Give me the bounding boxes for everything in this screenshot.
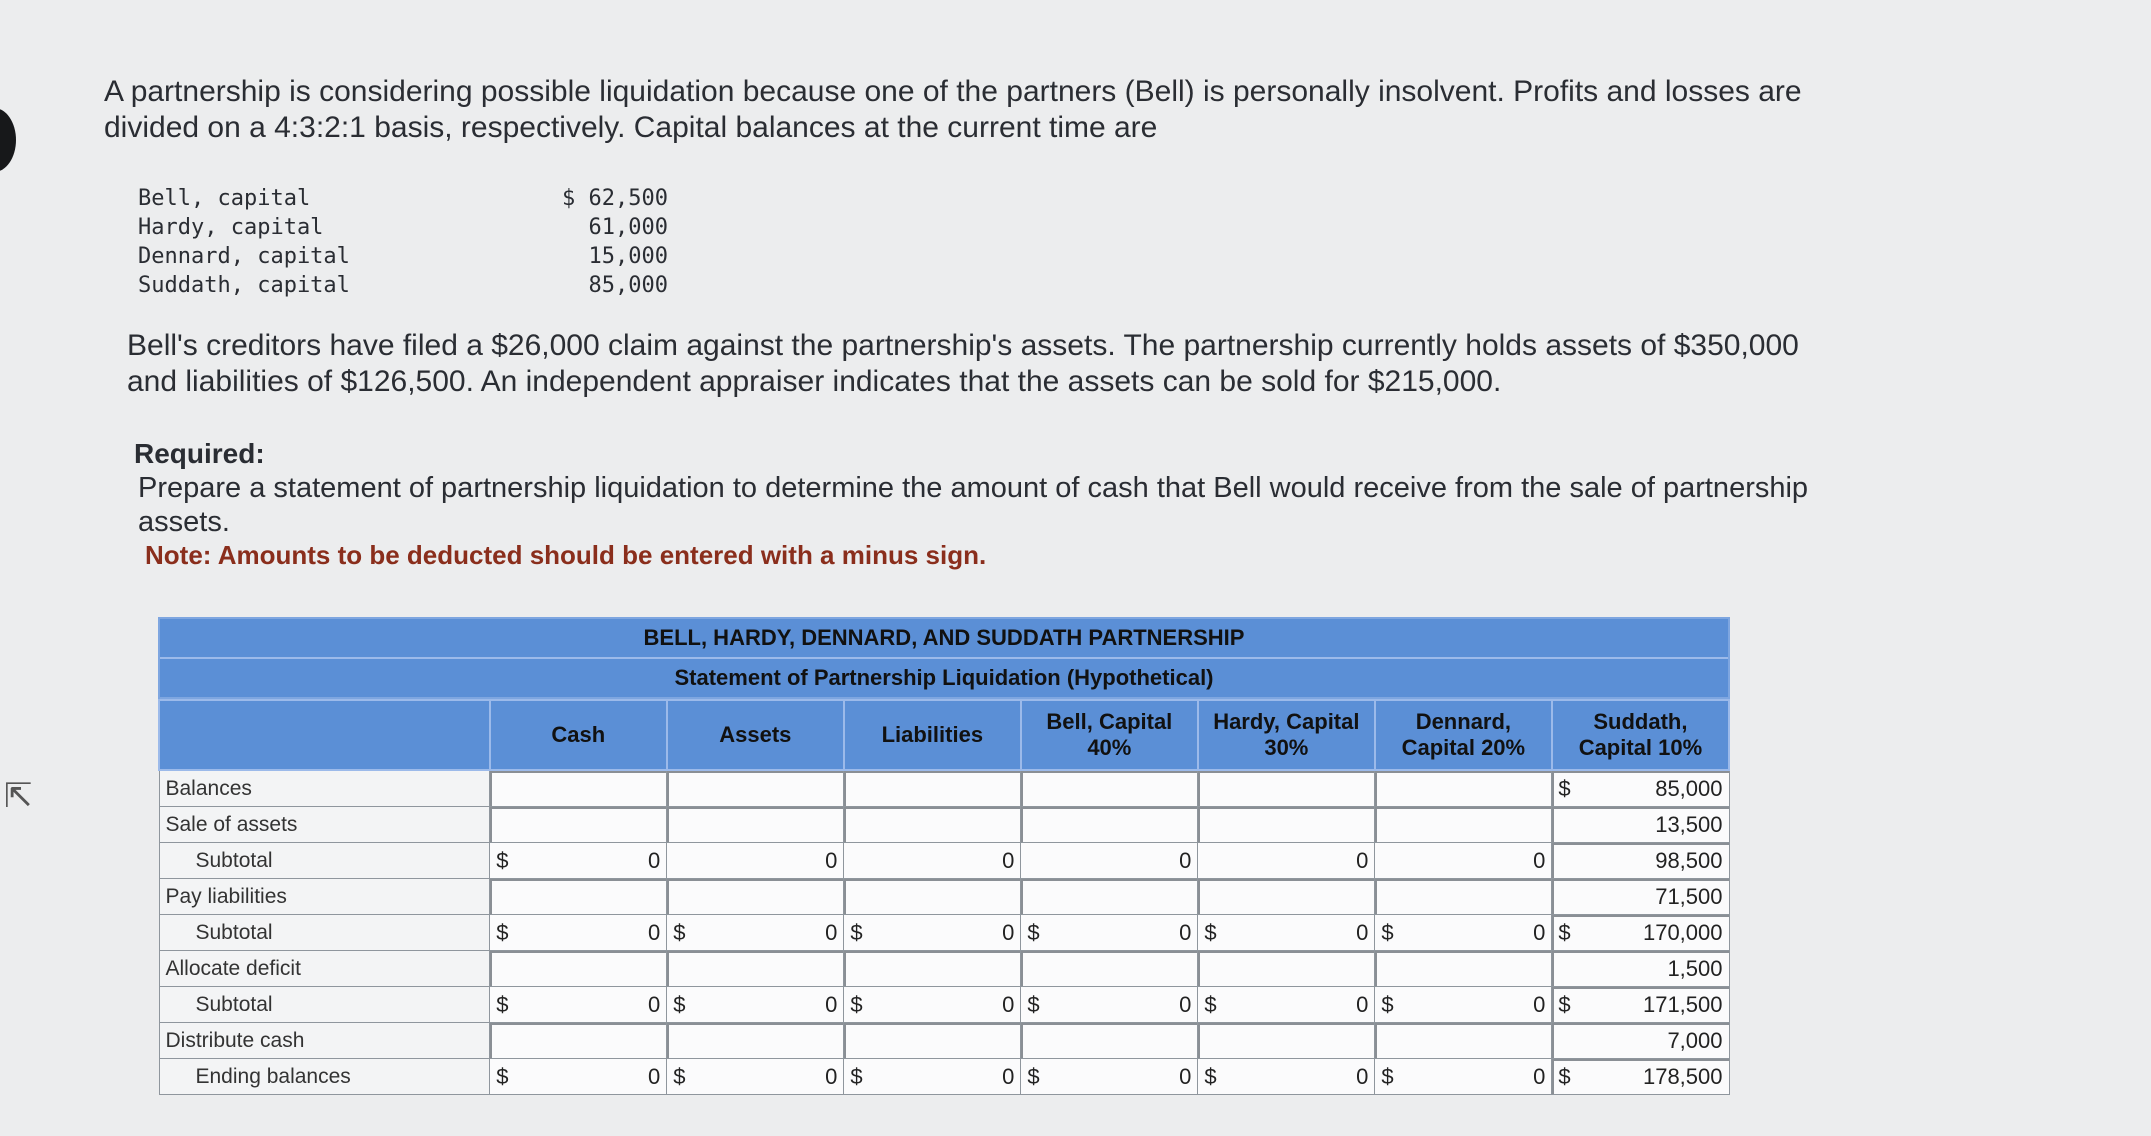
table-row <box>159 915 1729 951</box>
capital-name: Hardy, capital <box>138 215 324 240</box>
capital-amount: 61,000 <box>588 215 668 240</box>
amount-value: 0 <box>1533 919 1546 945</box>
currency-symbol: $ <box>850 1063 863 1089</box>
header-row <box>159 700 1729 770</box>
cell-content <box>1558 848 1722 874</box>
amount-cell[interactable] <box>667 770 844 807</box>
amount-cell[interactable] <box>490 915 667 951</box>
cell-content <box>1558 956 1722 982</box>
cell-content <box>496 1064 660 1090</box>
amount-cell[interactable] <box>490 807 667 843</box>
column-header: Liabilities <box>844 700 1021 770</box>
amount-value: 7,000 <box>1667 1027 1723 1053</box>
amount-value: 0 <box>825 919 838 945</box>
cell-content <box>1381 1064 1545 1090</box>
cell-content <box>673 992 837 1018</box>
amount-cell[interactable] <box>1375 1023 1552 1059</box>
amount-value: 0 <box>1179 919 1192 945</box>
amount-cell[interactable] <box>1552 843 1729 879</box>
cell-content <box>1027 1064 1191 1090</box>
cell-content <box>496 992 660 1018</box>
amount-cell[interactable] <box>1198 915 1375 951</box>
problem-claim: Bell's creditors have filed a $26,000 claim against the partnership's assets. The partnership currently holds assets of $350,000 and liabilities of $126,500. An independent appraiser indicates that the assets can be sold for $215,000. <box>127 329 1799 398</box>
amount-cell[interactable] <box>667 807 844 843</box>
row-label-header <box>159 700 490 770</box>
cell-content <box>1204 992 1368 1018</box>
required-text: Prepare a statement of partnership liquidation to determine the amount of cash that Bell would receive from the sale of partnership assets. <box>138 472 1809 538</box>
liquidation-worksheet <box>158 617 1730 1095</box>
amount-value: 178,500 <box>1642 1063 1723 1089</box>
amount-value: 0 <box>1356 991 1369 1017</box>
cell-content <box>1558 1028 1722 1054</box>
currency-symbol: $ <box>850 991 863 1017</box>
column-header: Cash <box>490 700 667 770</box>
amount-value: 0 <box>648 991 661 1017</box>
cell-content <box>1204 920 1368 946</box>
cell-content <box>1381 848 1545 874</box>
cell-content <box>496 848 660 874</box>
amount-value: 0 <box>1356 1063 1369 1089</box>
amount-cell[interactable] <box>1375 770 1552 807</box>
amount-cell[interactable] <box>490 951 667 987</box>
currency-symbol: $ <box>1027 919 1040 945</box>
cell-content <box>850 1064 1014 1090</box>
currency-symbol: $ <box>673 1063 686 1089</box>
amount-value: 170,000 <box>1642 919 1723 945</box>
cell-content <box>1558 1064 1722 1090</box>
amount-cell[interactable] <box>490 770 667 807</box>
amount-value: 0 <box>648 1063 661 1089</box>
table-row <box>159 770 1729 807</box>
cell-content <box>1027 920 1191 946</box>
capital-row-suddath <box>138 271 668 300</box>
table-row <box>159 807 1729 843</box>
amount-cell[interactable] <box>1552 879 1729 915</box>
currency-symbol: $ <box>496 1063 509 1089</box>
amount-cell[interactable] <box>667 915 844 951</box>
capital-name: Suddath, capital <box>138 273 350 298</box>
cell-content <box>1558 776 1722 802</box>
currency-symbol: $ <box>673 919 686 945</box>
amount-value: 0 <box>1533 991 1546 1017</box>
currency-symbol: $ <box>850 919 863 945</box>
amount-cell[interactable] <box>1198 1023 1375 1059</box>
amount-cell[interactable] <box>844 1059 1021 1095</box>
amount-cell[interactable] <box>1552 770 1729 807</box>
amount-value: 0 <box>825 1063 838 1089</box>
amount-cell[interactable] <box>1375 915 1552 951</box>
currency-symbol: $ <box>496 847 509 873</box>
note-text: Note: Amounts to be deducted should be entered with a minus sign. <box>145 540 987 570</box>
amount-cell[interactable] <box>1375 879 1552 915</box>
table-row <box>159 879 1729 915</box>
amount-value: 0 <box>825 991 838 1017</box>
amount-cell[interactable] <box>1021 1059 1198 1095</box>
amount-cell[interactable] <box>1198 987 1375 1023</box>
amount-cell[interactable] <box>844 879 1021 915</box>
amount-cell[interactable] <box>667 987 844 1023</box>
statement-banner <box>158 617 1730 699</box>
cell-content <box>1204 848 1368 874</box>
mouse-pointer-icon: ⇱ <box>4 777 33 815</box>
table-row <box>159 987 1729 1023</box>
amount-cell[interactable] <box>1021 951 1198 987</box>
amount-value: 1,500 <box>1667 955 1723 981</box>
capital-row-hardy <box>138 213 668 242</box>
amount-cell[interactable] <box>1021 915 1198 951</box>
amount-cell[interactable] <box>490 1059 667 1095</box>
capital-amount: 15,000 <box>588 244 668 269</box>
amount-cell[interactable] <box>667 879 844 915</box>
amount-value: 0 <box>825 847 838 873</box>
amount-cell[interactable] <box>667 1023 844 1059</box>
amount-cell[interactable] <box>844 843 1021 879</box>
currency-symbol: $ <box>1558 991 1571 1017</box>
amount-cell[interactable] <box>1021 843 1198 879</box>
amount-cell[interactable] <box>1552 807 1729 843</box>
amount-cell[interactable] <box>844 1023 1021 1059</box>
required-title: Required: <box>134 438 265 469</box>
amount-cell[interactable] <box>844 770 1021 807</box>
column-header: Hardy, Capital 30% <box>1198 700 1375 770</box>
amount-cell[interactable] <box>1375 807 1552 843</box>
cell-content <box>850 992 1014 1018</box>
amount-value: 0 <box>1533 847 1546 873</box>
cell-content <box>1381 992 1545 1018</box>
problem-intro: A partnership is considering possible liquidation because one of the partners (Bell) is personally insolvent. Profits and losses are divided on a 4:3:2:1 basis, respectively. Capital balances at the current time are <box>104 75 1802 144</box>
cell-content <box>1558 920 1722 946</box>
column-header: Bell, Capital 40% <box>1021 700 1198 770</box>
amount-cell[interactable] <box>1375 843 1552 879</box>
cell-content <box>1027 992 1191 1018</box>
amount-cell[interactable] <box>1375 951 1552 987</box>
table-row <box>159 1059 1729 1095</box>
amount-cell[interactable] <box>1198 770 1375 807</box>
row-label: Subtotal <box>159 843 490 879</box>
cell-content <box>673 920 837 946</box>
amount-cell[interactable] <box>844 807 1021 843</box>
amount-cell[interactable] <box>1198 807 1375 843</box>
amount-cell[interactable] <box>1375 987 1552 1023</box>
currency-symbol: $ <box>1204 1063 1217 1089</box>
amount-value: 0 <box>1356 919 1369 945</box>
statement-subtitle: Statement of Partnership Liquidation (Hypothetical) <box>674 665 1214 690</box>
capital-name: Bell, capital <box>138 186 311 211</box>
cell-content <box>1381 920 1545 946</box>
amount-value: 13,500 <box>1655 811 1723 837</box>
currency-symbol: $ <box>1381 919 1394 945</box>
amount-value: 98,500 <box>1655 847 1723 873</box>
row-label: Subtotal <box>159 915 490 951</box>
amount-value: 0 <box>1179 1063 1192 1089</box>
currency-symbol: $ <box>496 991 509 1017</box>
amount-value: 0 <box>1179 991 1192 1017</box>
amount-cell[interactable] <box>1552 951 1729 987</box>
amount-cell[interactable] <box>490 987 667 1023</box>
table-row <box>159 951 1729 987</box>
amount-value: 0 <box>1002 847 1015 873</box>
amount-value: 85,000 <box>1655 775 1723 801</box>
row-label: Pay liabilities <box>159 879 490 915</box>
table-row <box>159 1023 1729 1059</box>
table-row <box>159 843 1729 879</box>
amount-value: 71,500 <box>1655 883 1723 909</box>
capital-row-bell <box>138 184 668 213</box>
amount-cell[interactable] <box>1021 770 1198 807</box>
amount-cell[interactable] <box>667 1059 844 1095</box>
amount-cell[interactable] <box>667 843 844 879</box>
column-header: Dennard, Capital 20% <box>1375 700 1552 770</box>
row-label: Allocate deficit <box>159 951 490 987</box>
amount-cell[interactable] <box>490 1023 667 1059</box>
cell-content <box>1558 812 1722 838</box>
amount-cell[interactable] <box>1552 915 1729 951</box>
cell-content <box>1204 1064 1368 1090</box>
row-label: Ending balances <box>159 1059 490 1095</box>
currency-symbol: $ <box>496 919 509 945</box>
amount-cell[interactable] <box>1198 843 1375 879</box>
cell-content <box>850 848 1014 874</box>
amount-cell[interactable] <box>490 879 667 915</box>
amount-value: 0 <box>1002 1063 1015 1089</box>
row-label: Distribute cash <box>159 1023 490 1059</box>
row-label: Subtotal <box>159 987 490 1023</box>
row-label: Sale of assets <box>159 807 490 843</box>
amount-cell[interactable] <box>844 987 1021 1023</box>
cell-content <box>850 920 1014 946</box>
amount-cell[interactable] <box>1552 987 1729 1023</box>
currency-symbol: $ <box>1381 991 1394 1017</box>
amount-value: 0 <box>648 847 661 873</box>
amount-cell[interactable] <box>1021 1023 1198 1059</box>
amount-value: 0 <box>1002 991 1015 1017</box>
amount-value: 0 <box>1179 847 1192 873</box>
amount-cell[interactable] <box>844 915 1021 951</box>
capital-name: Dennard, capital <box>138 244 350 269</box>
amount-cell[interactable] <box>1375 1059 1552 1095</box>
row-label: Balances <box>159 770 490 807</box>
currency-symbol: $ <box>1381 1063 1394 1089</box>
currency-symbol: $ <box>1558 919 1571 945</box>
capital-amount: $ 62,500 <box>562 186 668 211</box>
liquidation-table <box>158 699 1730 1095</box>
amount-cell[interactable] <box>667 951 844 987</box>
amount-value: 171,500 <box>1642 991 1723 1017</box>
column-header: Assets <box>667 700 844 770</box>
currency-symbol: $ <box>1558 775 1571 801</box>
amount-cell[interactable] <box>490 843 667 879</box>
cell-content <box>1027 848 1191 874</box>
capital-row-dennard <box>138 242 668 271</box>
currency-symbol: $ <box>1558 1063 1571 1089</box>
currency-symbol: $ <box>1027 991 1040 1017</box>
capital-balances <box>138 184 668 300</box>
amount-cell[interactable] <box>1021 879 1198 915</box>
amount-value: 0 <box>1533 1063 1546 1089</box>
amount-value: 0 <box>1002 919 1015 945</box>
amount-cell[interactable] <box>1198 1059 1375 1095</box>
capital-amount: 85,000 <box>588 273 668 298</box>
currency-symbol: $ <box>673 991 686 1017</box>
amount-cell[interactable] <box>844 951 1021 987</box>
cell-content <box>673 1064 837 1090</box>
amount-cell[interactable] <box>1198 879 1375 915</box>
cell-content <box>673 848 837 874</box>
amount-value: 0 <box>648 919 661 945</box>
amount-cell[interactable] <box>1021 807 1198 843</box>
column-header: Suddath, Capital 10% <box>1552 700 1729 770</box>
currency-symbol: $ <box>1204 991 1217 1017</box>
currency-symbol: $ <box>1027 1063 1040 1089</box>
amount-value: 0 <box>1356 847 1369 873</box>
amount-cell[interactable] <box>1552 1023 1729 1059</box>
statement-title: BELL, HARDY, DENNARD, AND SUDDATH PARTNERSHIP <box>160 619 1728 659</box>
amount-cell[interactable] <box>1021 987 1198 1023</box>
currency-symbol: $ <box>1204 919 1217 945</box>
cell-content <box>1558 884 1722 910</box>
amount-cell[interactable] <box>1552 1059 1729 1095</box>
left-edge-shadow <box>0 108 16 172</box>
cell-content <box>1558 992 1722 1018</box>
amount-cell[interactable] <box>1198 951 1375 987</box>
cell-content <box>496 920 660 946</box>
